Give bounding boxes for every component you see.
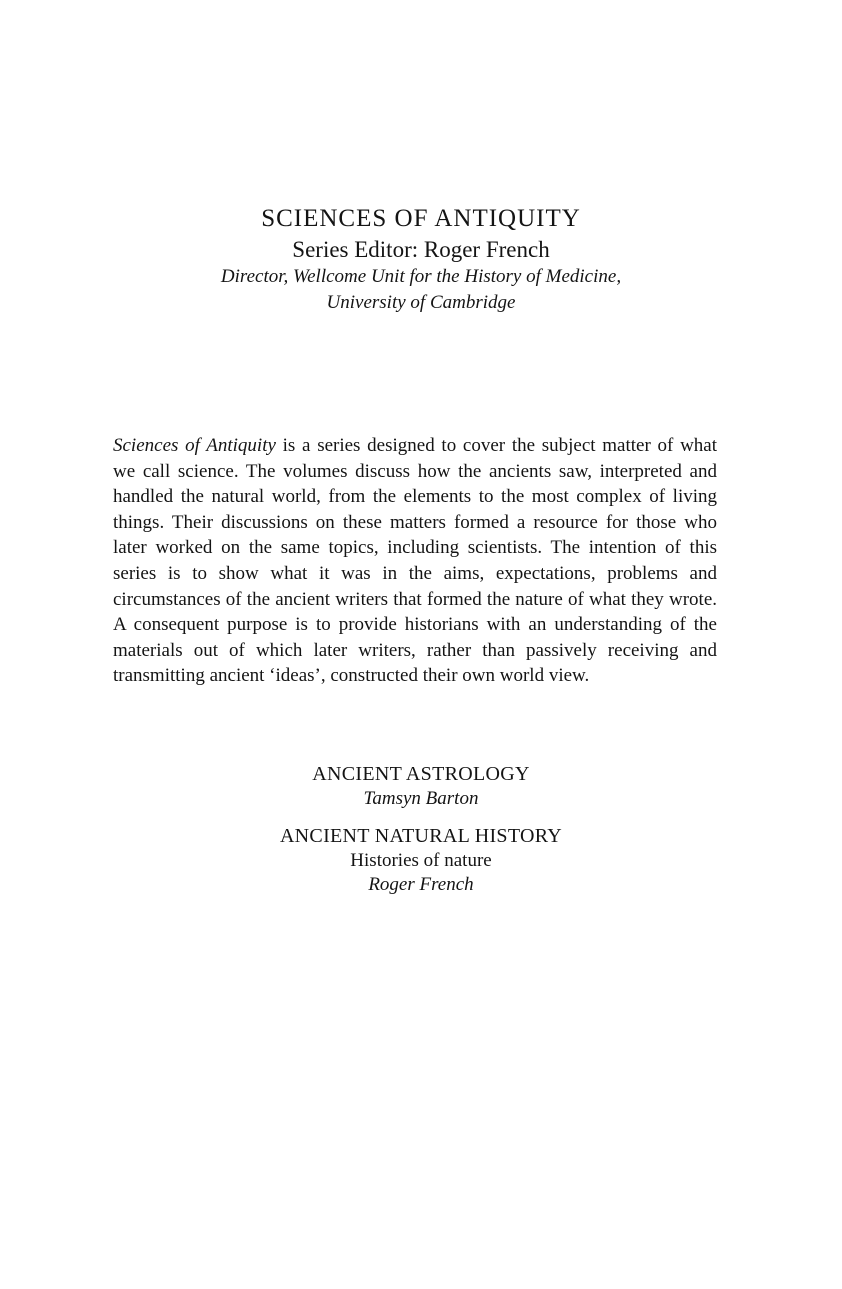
series-name: Sciences of Antiquity <box>113 435 276 456</box>
series-editor: Series Editor: Roger French <box>292 237 550 262</box>
series-header <box>0 202 842 316</box>
series-title: SCIENCES OF ANTIQUITY <box>261 205 581 232</box>
book-author: Tamsyn Barton <box>363 788 479 809</box>
book-title: ANCIENT NATURAL HISTORY <box>279 825 563 847</box>
editor-affiliation-line1: Director, Wellcome Unit for the History of Medicine, <box>220 266 622 287</box>
book-entry <box>0 823 842 897</box>
book-title: ANCIENT ASTROLOGY <box>312 763 530 785</box>
book-subtitle: Histories of nature <box>350 850 492 871</box>
series-description <box>113 433 717 689</box>
editor-affiliation-line2: University of Cambridge <box>326 292 516 313</box>
book-author: Roger French <box>368 874 474 895</box>
series-description-text: is a series designed to cover the subject matter of what we call science. The volumes discuss how the ancients saw, interpreted and handled the natural world, from the elements to the most complex of living things. Their discussions on these matters formed a resource for those who later worked on the same topics, including scientists. The intention of this series is to show what it was in the aims, expectations, problems and circumstances of the ancient writers that formed the nature of what they wrote. A consequent purpose is to provide historians with an understanding of the materials out of which later writers, rather than passively receiving and transmitting ancient ‘ideas’, constructed their own world view. <box>113 435 718 687</box>
book-entry <box>0 761 842 811</box>
book-list <box>0 761 842 909</box>
